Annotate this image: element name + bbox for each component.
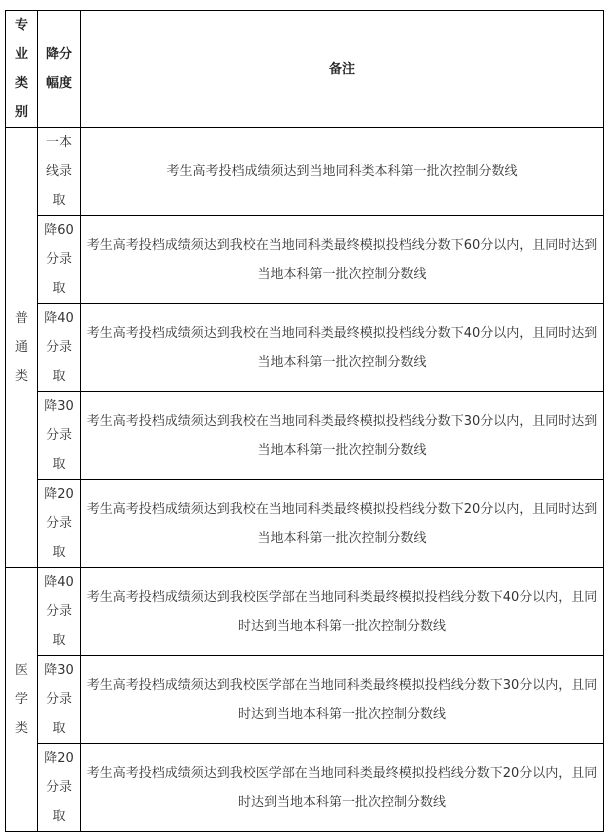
note-cell: 考生高考投档成绩须达到我校在当地同科类最终模拟投档线分数下60分以内，且同时达到当地本科第一批次控制分数线 xyxy=(81,216,604,304)
table-row xyxy=(6,568,604,656)
note-cell: 考生高考投档成绩须达到我校医学部在当地同科类最终模拟投档线分数下40分以内，且同时达到当地本科第一批次控制分数线 xyxy=(81,568,604,656)
table-row xyxy=(6,304,604,392)
table-row xyxy=(6,656,604,744)
reduction-cell: 降20分录取 xyxy=(38,744,81,832)
header-reduction: 降分幅度 xyxy=(38,11,81,128)
note-cell: 考生高考投档成绩须达到我校医学部在当地同科类最终模拟投档线分数下30分以内，且同时达到当地本科第一批次控制分数线 xyxy=(81,656,604,744)
note-cell: 考生高考投档成绩须达到我校在当地同科类最终模拟投档线分数下40分以内，且同时达到当地本科第一批次控制分数线 xyxy=(81,304,604,392)
reduction-cell: 降30分录取 xyxy=(38,656,81,744)
header-note: 备注 xyxy=(81,11,604,128)
reduction-cell: 降20分录取 xyxy=(38,480,81,568)
category-cell: 普通类 xyxy=(6,128,38,568)
note-cell: 考生高考投档成绩须达到我校医学部在当地同科类最终模拟投档线分数下20分以内，且同时达到当地本科第一批次控制分数线 xyxy=(81,744,604,832)
reduction-cell: 一本线录取 xyxy=(38,128,81,216)
table-row xyxy=(6,480,604,568)
header-category: 专业类别 xyxy=(6,11,38,128)
table-row xyxy=(6,216,604,304)
note-cell: 考生高考投档成绩须达到当地同科类本科第一批次控制分数线 xyxy=(81,128,604,216)
reduction-cell: 降60分录取 xyxy=(38,216,81,304)
table-row xyxy=(6,392,604,480)
reduction-cell: 降40分录取 xyxy=(38,568,81,656)
reduction-cell: 降30分录取 xyxy=(38,392,81,480)
table-header-row xyxy=(6,11,604,128)
reduction-cell: 降40分录取 xyxy=(38,304,81,392)
admission-table xyxy=(5,10,604,832)
note-cell: 考生高考投档成绩须达到我校在当地同科类最终模拟投档线分数下20分以内，且同时达到当地本科第一批次控制分数线 xyxy=(81,480,604,568)
note-cell: 考生高考投档成绩须达到我校在当地同科类最终模拟投档线分数下30分以内，且同时达到当地本科第一批次控制分数线 xyxy=(81,392,604,480)
table-row xyxy=(6,744,604,832)
category-cell: 医学类 xyxy=(6,568,38,832)
table-row xyxy=(6,128,604,216)
